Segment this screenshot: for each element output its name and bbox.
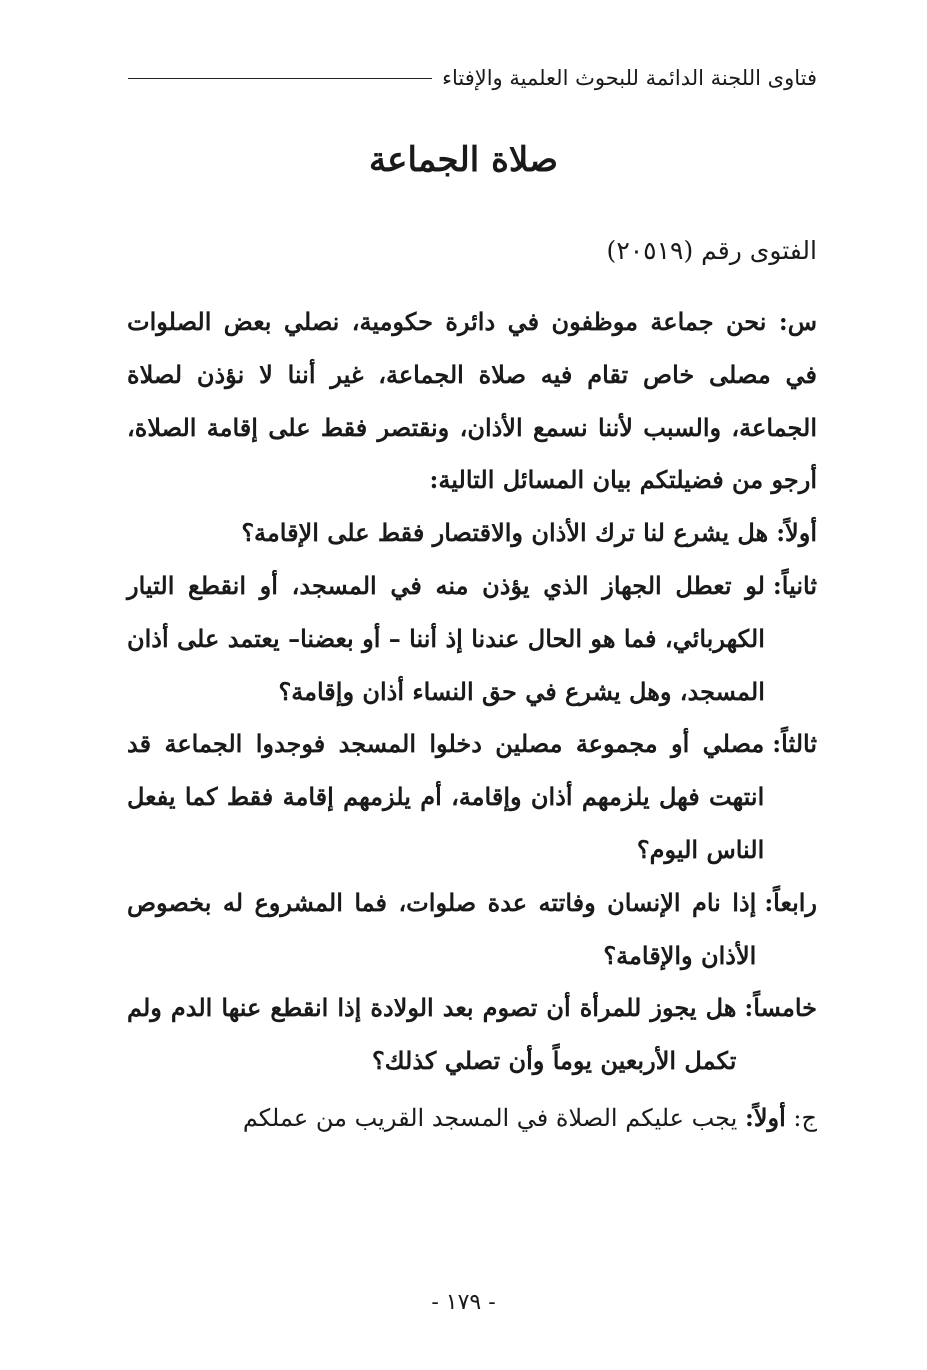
header-rule — [128, 78, 432, 79]
running-header-title: فتاوى اللجنة الدائمة للبحوث العلمية والإفتاء — [442, 66, 817, 90]
answer-prefix: ج: — [793, 1103, 817, 1132]
question-item-4 — [127, 877, 817, 983]
question-prefix: س: — [778, 307, 817, 336]
question-item-text: هل يشرع لنا ترك الأذان والاقتصار فقط على الإقامة؟ — [241, 518, 769, 548]
question-item-1 — [127, 507, 817, 560]
question-item-label: خامساً: — [744, 993, 817, 1023]
question-item-label: رابعاً: — [764, 887, 817, 917]
running-header — [128, 62, 817, 94]
question-item-label: ثالثاً: — [772, 729, 817, 759]
question-item-label: ثانياً: — [772, 570, 817, 600]
question-item-2 — [127, 560, 817, 718]
section-title: صلاة الجماعة — [368, 140, 559, 180]
question-item-label: أولاً: — [776, 518, 817, 548]
question-block — [127, 296, 817, 1145]
answer-sub-label: أولاً: — [744, 1102, 786, 1132]
question-item-text: لو تعطل الجهاز الذي يؤذن منه في المسجد، أو انقطع التيار الكهربائي، فما هو الحال عندنا إذ أننا – أو بعضنا– يعتمد على أذان المسجد، وهل يشرع في حق النساء أذان وإقامة؟ — [127, 570, 765, 706]
question-item-text: هل يجوز للمرأة أن تصوم بعد الولادة إذا انقطع عنها الدم ولم تكمل الأربعين يوماً وأن تصلي كذلك؟ — [127, 993, 737, 1076]
question-intro — [127, 296, 817, 507]
question-intro-text: نحن جماعة موظفون في دائرة حكومية، نصلي بعض الصلوات في مصلى خاص تقام فيه صلاة الجماعة، غير أننا لا نؤذن لصلاة الجماعة، والسبب لأننا نسمع الأذان، ونقتصر فقط على إقامة الصلاة، أرجو من فضيلتكم بيان المسائل التالية: — [127, 307, 817, 495]
question-item-text: مصلي أو مجموعة مصلين دخلوا المسجد فوجدوا الجماعة قد انتهت فهل يلزمهم أذان وإقامة، أم يلزمهم إقامة فقط كما يفعل الناس اليوم؟ — [127, 729, 765, 864]
page-number: - ١٧٩ - — [431, 1290, 496, 1315]
question-item-text: إذا نام الإنسان وفاتته عدة صلوات، فما المشروع له بخصوص الأذان والإقامة؟ — [127, 887, 757, 970]
question-item-3 — [127, 718, 817, 876]
fatwa-number: الفتوى رقم (٢٠٥١٩) — [606, 236, 817, 265]
answer-paragraph — [127, 1092, 817, 1145]
answer-text: يجب عليكم الصلاة في المسجد القريب من عملكم — [242, 1103, 738, 1132]
question-item-5 — [127, 982, 817, 1088]
